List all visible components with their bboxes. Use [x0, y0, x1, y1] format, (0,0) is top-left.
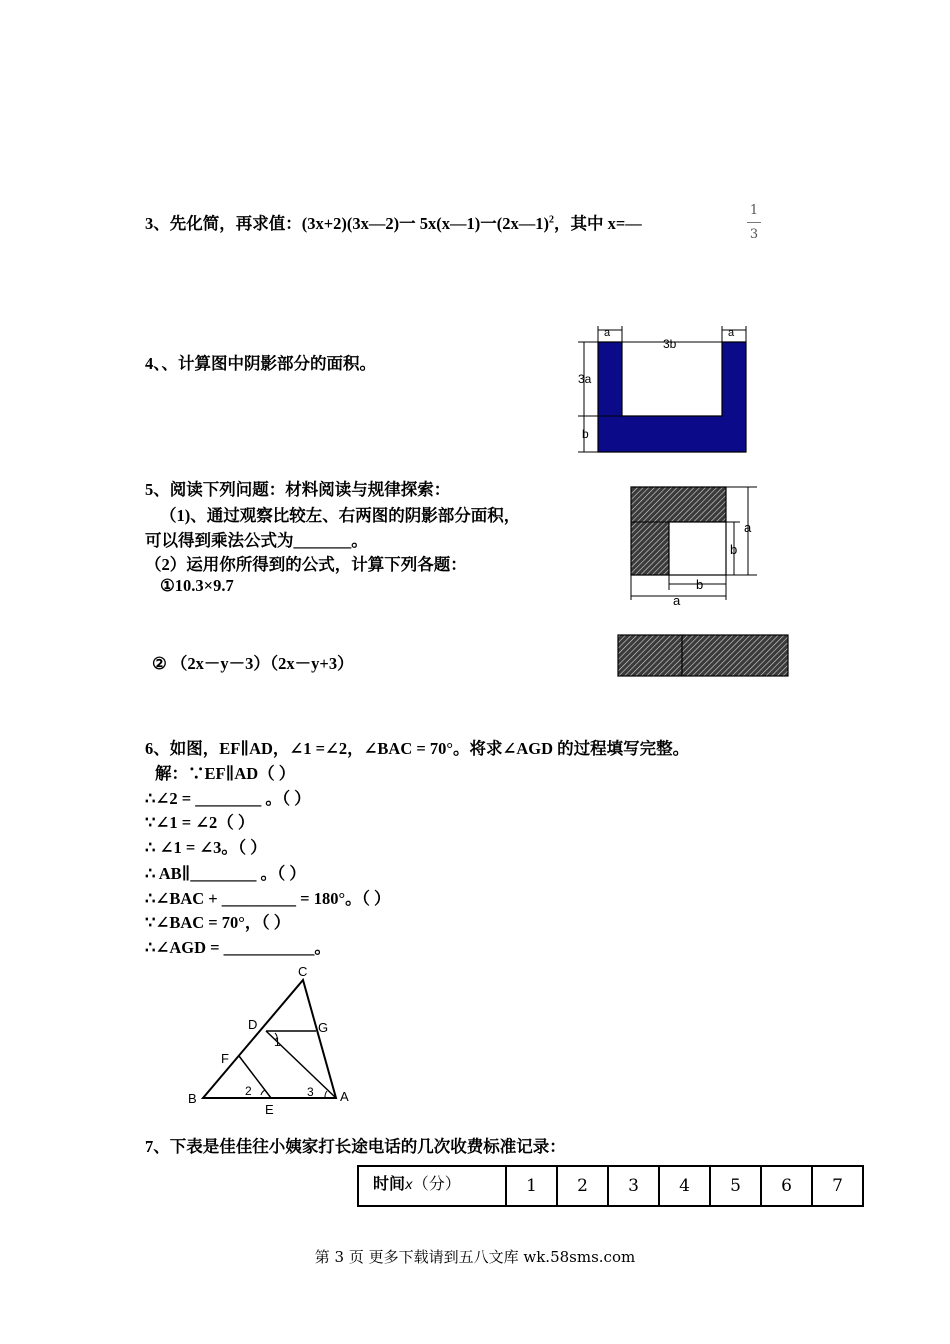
q5-line1: 5、阅读下列问题：材料阅读与规律探索：	[145, 480, 451, 499]
q6-line6: ∴ AB∥________ 。（ ）	[145, 864, 306, 883]
q3-expression: 3、先化简，再求值：(3x+2)(3x—2)一 5x(x—1)一(2x—1)	[145, 214, 549, 233]
q4-text: 4、、计算图中阴影部分的面积。	[145, 354, 376, 373]
angle-3-label: 3	[307, 1085, 314, 1099]
q6-triangle-figure	[185, 960, 365, 1120]
q6-line7: ∴∠BAC + _________ = 180°。（ ）	[145, 889, 391, 908]
q5-line2: （1)、通过观察比较左、右两图的阴影部分面积，	[160, 506, 521, 525]
table-cell: 6	[761, 1166, 812, 1206]
q4-shaded-shape	[598, 342, 746, 452]
q4-label-b: b	[582, 427, 589, 441]
call-fee-table	[357, 1165, 864, 1207]
table-cell: 2	[557, 1166, 608, 1206]
q5-label-b-bottom: b	[696, 577, 704, 592]
q5-line4: （2）运用你所得到的公式，计算下列各题：	[145, 555, 467, 574]
q3-fraction-numerator: 1	[749, 203, 759, 218]
q5-label-b-right: b	[730, 542, 738, 557]
q6-line2: 解：∵EF∥AD（ ）	[155, 764, 296, 783]
q4-label-3b: 3b	[663, 337, 677, 351]
page-footer: 第 3 页 更多下载请到五八文库 wk.58sms.com	[314, 1248, 636, 1266]
table-cell: 3	[608, 1166, 659, 1206]
table-cell: 5	[710, 1166, 761, 1206]
q6-line5: ∴ ∠1 = ∠3。（ ）	[145, 838, 267, 857]
table-row	[358, 1166, 863, 1206]
q5-label-a-bottom: a	[673, 593, 681, 607]
angle-1-label: 1	[274, 1035, 281, 1049]
q5-figure-left	[620, 482, 770, 607]
q4-figure	[570, 322, 755, 458]
q4-label-a-right: a	[728, 327, 735, 339]
q5-shaded-rectangle	[618, 635, 788, 676]
q6-line4: ∵∠1 = ∠2（ ）	[145, 813, 255, 832]
q3-fraction-denominator: 3	[749, 227, 759, 242]
q5-item2: ② （2x－y－3）（2x－y+3）	[152, 654, 354, 673]
q6-line9: ∴∠AGD = ___________。	[145, 938, 331, 957]
q3-exponent: 2	[548, 214, 554, 226]
segment-fe	[239, 1056, 271, 1098]
q5-item1: ①10.3×9.7	[160, 576, 234, 595]
q7-text: 7、下表是佳佳往小姨家打长途电话的几次收费标准记录：	[145, 1137, 566, 1156]
q3-condition: ，其中 x=—	[553, 214, 642, 233]
triangle-abc	[203, 980, 336, 1098]
q5-line3: 可以得到乘法公式为_______。	[145, 531, 368, 550]
label-a: A	[340, 1089, 349, 1104]
label-b: B	[188, 1091, 197, 1106]
q5-figure-right	[616, 633, 792, 679]
q5-label-a-right: a	[744, 520, 752, 535]
label-d: D	[248, 1017, 258, 1032]
label-c: C	[298, 964, 308, 979]
label-e: E	[265, 1102, 274, 1117]
q3-fraction-bar	[747, 222, 761, 223]
q6-line8: ∵∠BAC = 70°，（ ）	[145, 913, 291, 932]
q4-label-3a: 3a	[578, 372, 592, 386]
q6-line3: ∴∠2 = ________ 。（ ）	[145, 789, 311, 808]
table-header-cell: 时间x（分）	[358, 1166, 506, 1206]
table-cell: 1	[506, 1166, 557, 1206]
table-cell: 7	[812, 1166, 863, 1206]
angle-2-label: 2	[245, 1084, 252, 1098]
label-f: F	[221, 1051, 229, 1066]
q3-line	[145, 210, 642, 234]
q4-label-a-left: a	[604, 327, 611, 339]
table-cell: 4	[659, 1166, 710, 1206]
label-g: G	[318, 1020, 329, 1035]
q5-small-square	[669, 522, 726, 575]
q6-line1: 6、如图，EF∥AD，∠1 =∠2，∠BAC = 70°。将求∠AGD 的过程填写完整。	[145, 739, 690, 758]
